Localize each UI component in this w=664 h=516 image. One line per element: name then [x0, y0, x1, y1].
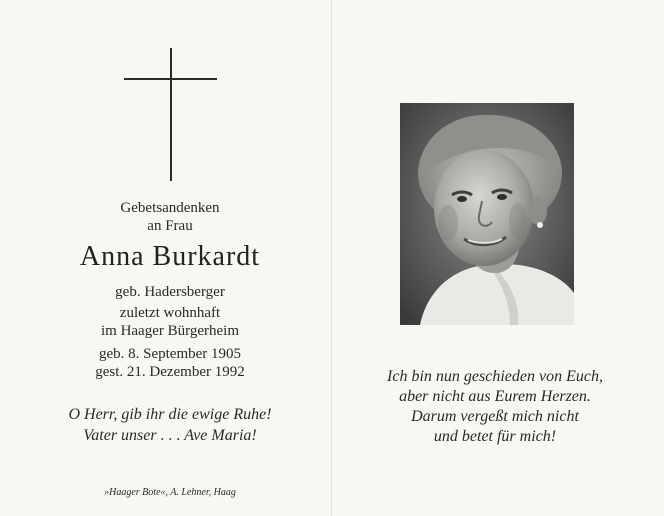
deceased-name: Anna Burkardt	[79, 241, 261, 272]
birth-name: geb. Hadersberger	[115, 284, 225, 300]
verse-line-1: Ich bin nun geschieden von Euch,	[387, 368, 603, 385]
intro-line-2: an Frau	[147, 218, 193, 234]
left-panel	[20, 0, 320, 516]
verse-line-2: aber nicht aus Eurem Herzen.	[399, 388, 591, 405]
right-panel	[330, 0, 660, 516]
residence-line-2: im Haager Bürgerheim	[100, 323, 239, 339]
intro-line-1: Gebetsandenken	[120, 200, 220, 216]
residence-line-1: zuletzt wohnhaft	[119, 305, 221, 321]
verse-line-4: und betet für mich!	[433, 428, 557, 445]
prayer-line-1: O Herr, gib ihr die ewige Ruhe!	[68, 406, 272, 423]
prayer-line-2: Vater unser . . . Ave Maria!	[83, 427, 257, 444]
printer-credit: »Haager Bote«, A. Lehner, Haag	[104, 487, 236, 498]
verse-line-3: Darum vergeßt mich nicht	[411, 408, 579, 425]
birth-date: geb. 8. September 1905	[98, 346, 242, 362]
death-date: gest. 21. Dezember 1992	[95, 364, 245, 380]
